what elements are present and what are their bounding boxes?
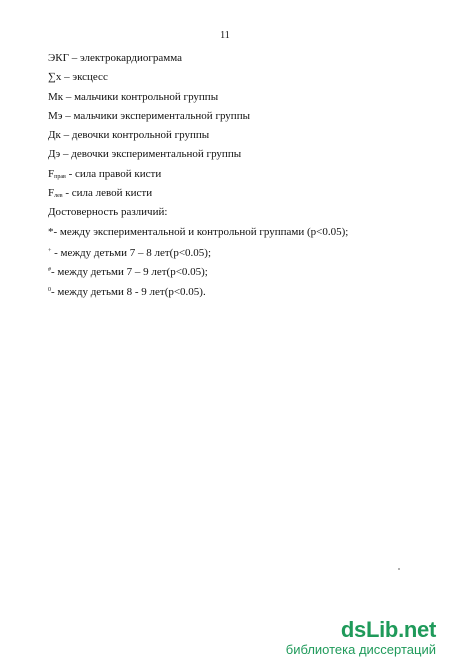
- superscript-mark: +: [48, 247, 52, 254]
- page-number: 11: [220, 30, 230, 41]
- abbreviation-line: [48, 148, 428, 167]
- asterisk-mark: *: [48, 225, 54, 238]
- abbreviation-line: [48, 52, 428, 71]
- logo-lib: Lib: [365, 617, 399, 642]
- line-text: Дк – девочки контрольной группы: [48, 129, 210, 142]
- significance-line: [48, 264, 428, 283]
- watermark: [286, 618, 436, 658]
- line-text: Мк – мальчики контрольной группы: [48, 90, 219, 103]
- significance-line: [48, 226, 428, 245]
- line-text: - сила левой кисти: [62, 187, 153, 200]
- line-text: Дэ – девочки экспериментальной группы: [48, 148, 242, 161]
- subscript: прав: [54, 173, 66, 180]
- symbol-f: F: [48, 187, 55, 200]
- abbreviation-line: [48, 91, 428, 110]
- watermark-subtitle: библиотека диссертаций: [285, 642, 436, 657]
- line-text: - между детьми 8 - 9 лет(р<0.05).: [51, 285, 206, 298]
- line-text: Достоверность различий:: [48, 206, 168, 219]
- logo-net: .net: [398, 617, 436, 642]
- abbreviation-line: [48, 129, 428, 148]
- symbol-f: F: [48, 167, 55, 180]
- scan-dot: [398, 568, 400, 570]
- significance-heading: [48, 206, 428, 225]
- abbreviation-list: [48, 52, 428, 303]
- line-text: ЭКГ – электрокардиограмма: [48, 52, 183, 64]
- line-text: - между детьми 7 – 8 лет(р<0.05);: [51, 246, 212, 259]
- line-text: ∑x – эксцесс: [48, 71, 108, 84]
- line-text: Мэ – мальчики экспериментальной группы: [48, 109, 250, 122]
- significance-line: [48, 245, 428, 264]
- watermark-logo: [286, 618, 436, 642]
- abbreviation-line: [48, 110, 428, 129]
- line-text: - между детьми 7 – 9 лет(р<0.05);: [51, 266, 208, 279]
- abbreviation-line: [48, 168, 428, 187]
- line-text: - между экспериментальной и контрольной группами (р<0.05);: [53, 225, 349, 238]
- logo-ds: ds: [340, 617, 366, 642]
- subscript: лев: [54, 193, 63, 200]
- line-text: - сила правой кисти: [65, 167, 162, 180]
- abbreviation-line: [48, 187, 428, 206]
- superscript-mark: 0: [48, 286, 51, 293]
- abbreviation-line: [48, 71, 428, 90]
- significance-line: [48, 284, 428, 303]
- superscript-mark: #: [48, 267, 51, 274]
